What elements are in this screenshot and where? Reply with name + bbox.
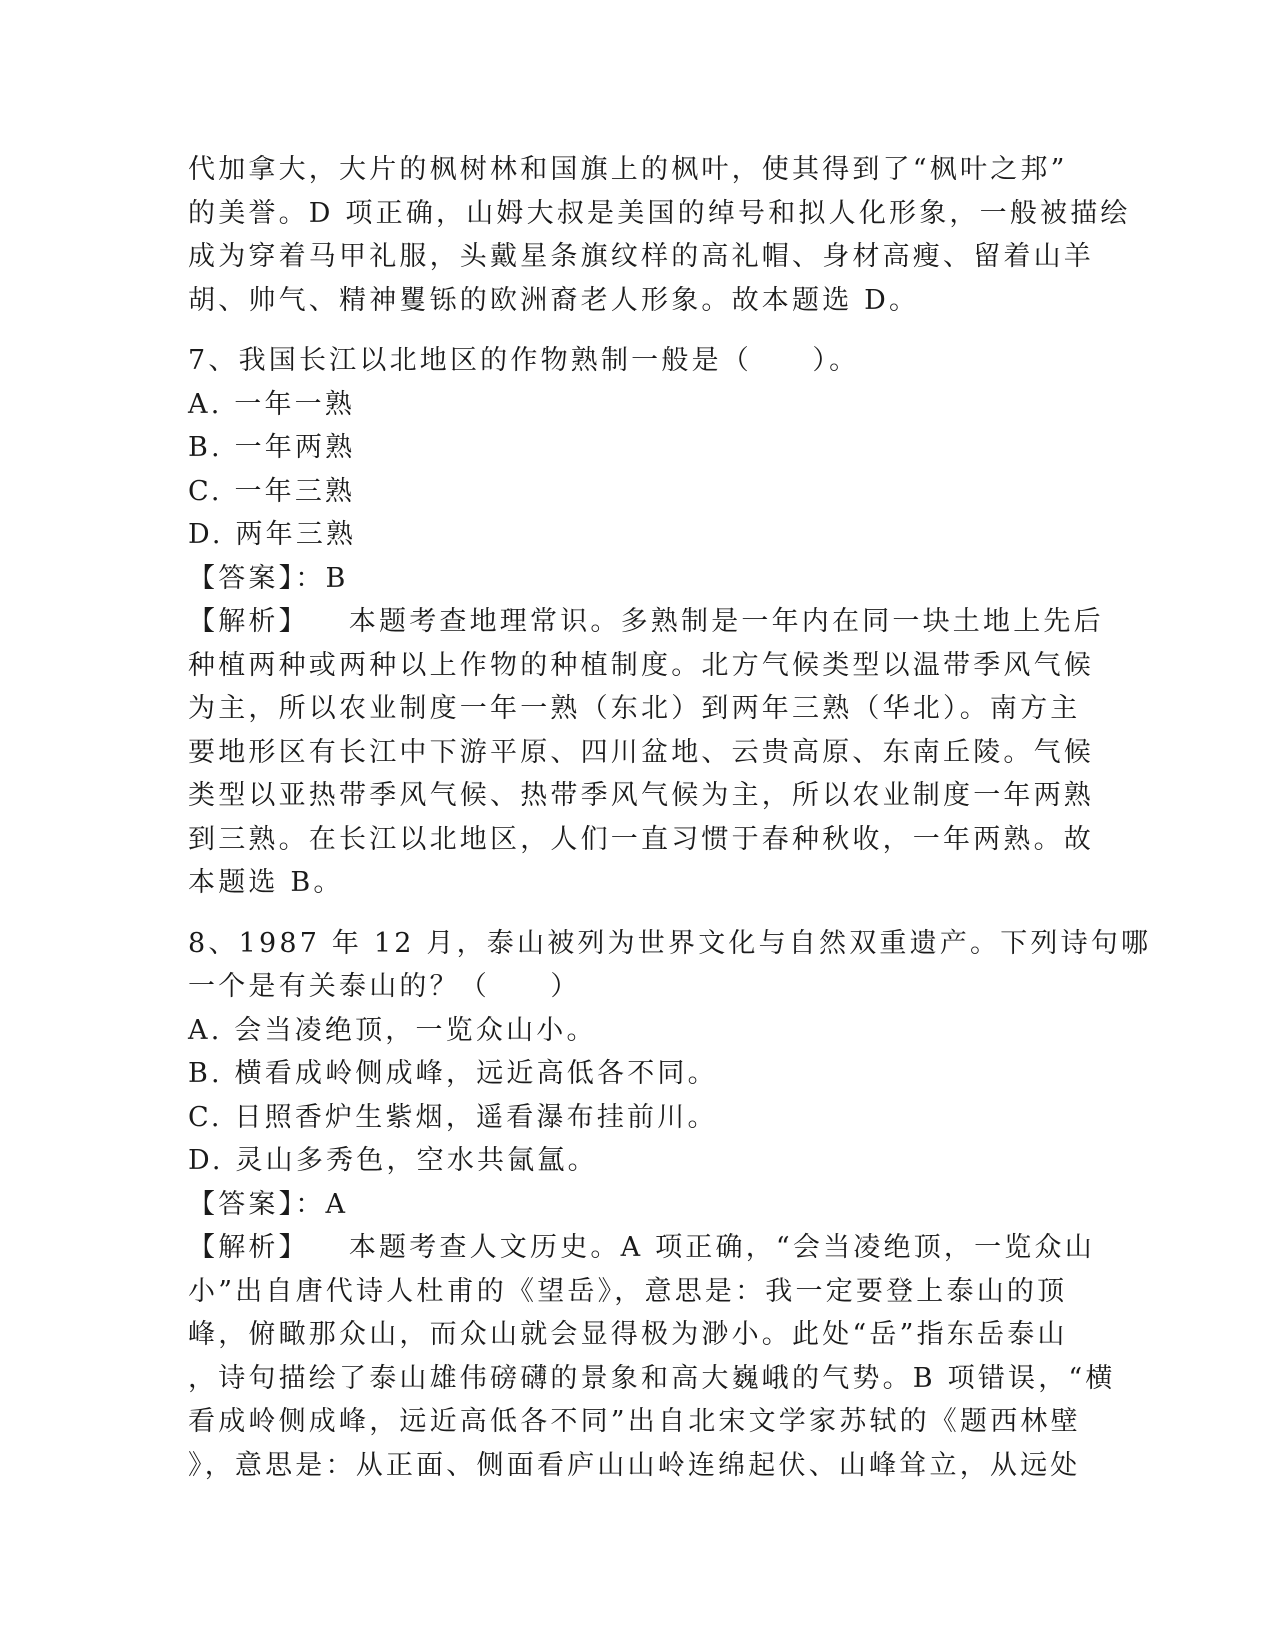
analysis-line: [188, 600, 1104, 644]
analysis-line: 到三熟。在长江以北地区，人们一直习惯于春种秋收，一年两熟。故: [188, 823, 1094, 855]
analysis-label: 【解析】: [188, 1232, 309, 1263]
answer-line: [188, 1183, 1088, 1227]
analysis-line: ，诗句描绘了泰山雄伟磅礴的景象和高大巍峨的气势。B 项错误，“横: [188, 1362, 1116, 1394]
option-c: C. 日照香炉生紫烟，遥看瀑布挂前川。: [188, 1101, 718, 1133]
analysis-line: 类型以亚热带季风气候、热带季风气候为主，所以农业制度一年两熟: [188, 780, 1094, 811]
text-line: 成为穿着马甲礼服，头戴星条旗纹样的高礼帽、身材高瘦、留着山羊: [188, 241, 1094, 272]
text-line: 胡、帅气、精神矍铄的欧洲裔老人形象。故本题选 D。: [188, 284, 920, 316]
question-stem: 7、我国长江以北地区的作物熟制一般是（ ）。: [188, 345, 860, 376]
answer-value: A: [325, 1188, 349, 1220]
answer-label: 【答案】：: [188, 1188, 326, 1220]
analysis-line: 小”出自唐代诗人杜甫的《望岳》，意思是：我一定要登上泰山的顶: [188, 1275, 1068, 1307]
previous-explanation-tail: [188, 148, 1131, 322]
question-stem: 一个是有关泰山的？（ ）: [188, 971, 581, 1002]
question-8: [188, 922, 1152, 1488]
option-a: A. 会当凌绝顶，一览众山小。: [188, 1014, 597, 1046]
analysis-line: 要地形区有长江中下游平原、四川盆地、云贵高原、东南丘陵。气候: [188, 736, 1094, 768]
analysis-line: 峰，俯瞰那众山，而众山就会显得极为渺小。此处“岳”指东岳泰山: [188, 1319, 1068, 1350]
option-b: B. 横看成岭侧成峰，远近高低各不同。: [188, 1058, 718, 1089]
answer-value: B: [325, 562, 349, 594]
analysis-text: 本题考查地理常识。多熟制是一年内在同一块土地上先后: [348, 606, 1104, 637]
question-7: [188, 339, 1104, 905]
option-d: D. 灵山多秀色，空水共氤氲。: [188, 1145, 598, 1176]
analysis-label: 【解析】: [188, 606, 309, 637]
text-line: 代加拿大，大片的枫树林和国旗上的枫叶，使其得到了“枫叶之邦”: [188, 154, 1068, 185]
analysis-line: [188, 1226, 1095, 1270]
analysis-line: 》，意思是：从正面、侧面看庐山山岭连绵起伏、山峰耸立，从远处: [188, 1449, 1081, 1481]
option-c: C. 一年三熟: [188, 475, 356, 507]
option-d: D. 两年三熟: [188, 519, 357, 550]
analysis-text: 本题考查人文历史。A 项正确，“会当凌绝顶，一览众山: [348, 1232, 1095, 1263]
option-a: A. 一年一熟: [188, 388, 356, 420]
answer-label: 【答案】：: [188, 562, 326, 594]
text-line: 的美誉。D 项正确，山姆大叔是美国的绰号和拟人化形象，一般被描绘: [188, 197, 1131, 229]
analysis-line: 本题选 B。: [188, 867, 344, 898]
answer-line: [188, 557, 1088, 601]
analysis-line: 为主，所以农业制度一年一熟（东北）到两年三熟（华北）。南方主: [188, 693, 1081, 724]
option-b: B. 一年两熟: [188, 432, 356, 463]
analysis-line: 种植两种或两种以上作物的种植制度。北方气候类型以温带季风气候: [188, 649, 1094, 681]
document-page: [188, 148, 1152, 1487]
analysis-line: 看成岭侧成峰，远近高低各不同”出自北宋文学家苏轼的《题西林壁: [188, 1406, 1081, 1437]
question-stem: 8、1987 年 12 月，泰山被列为世界文化与自然双重遗产。下列诗句哪: [188, 927, 1152, 959]
